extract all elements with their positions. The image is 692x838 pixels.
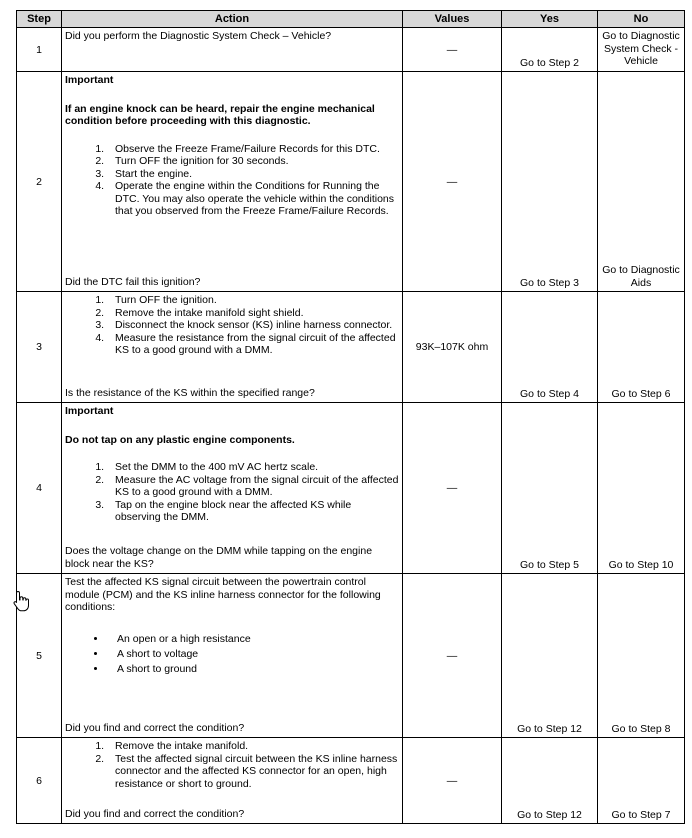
procedure-step: 4. Operate the engine within the Conditions for Running the DTC. You may also operate the vehicle within the conditions that you observed from the Freeze Frame/Failure Records. [107,180,399,218]
value-cell: — [403,738,502,824]
action-cell [62,574,403,738]
value-cell: — [403,574,502,738]
action-cell [62,403,403,574]
procedure-list [65,740,399,790]
action-intro: Test the affected KS signal circuit between the powertrain control module (PCM) and the KS inline harness connector for the following conditions: [65,576,381,613]
value-cell: — [403,403,502,574]
step-number: 1 [17,28,62,72]
procedure-list [65,461,399,524]
procedure-list [65,143,399,218]
condition-item: • An open or a high resistance [107,632,399,647]
action-question: Is the resistance of the KS within the specified range? [65,386,315,399]
header-row [17,11,685,28]
action-question: Did you find and correct the condition? [65,807,245,820]
procedure-step: 2. Test the affected signal circuit between the KS inline harness connector and the affected KS connector for an open, high resistance or short to ground. [107,753,399,791]
no-action: Go to Diagnostic Aids [598,72,685,292]
header-yes: Yes [502,11,598,28]
diagnostic-table [16,10,685,824]
no-action: Go to Step 8 [598,574,685,738]
value-cell: 93K–107K ohm [403,292,502,403]
procedure-step: 3. Start the engine. [107,168,399,181]
yes-action: Go to Step 12 [502,738,598,824]
table-row [17,292,685,403]
no-action: Go to Step 6 [598,292,685,403]
action-cell [62,738,403,824]
header-action: Action [62,11,403,28]
no-action: Go to Diagnostic System Check - Vehicle [598,28,685,72]
action-question: Did you perform the Diagnostic System Check – Vehicle? [65,30,332,42]
procedure-step: 1. Set the DMM to the 400 mV AC hertz scale. [107,461,399,474]
step-number: 2 [17,72,62,292]
condition-item: • A short to voltage [107,647,399,662]
procedure-step: 2. Remove the intake manifold sight shield. [107,307,399,320]
yes-action: Go to Step 4 [502,292,598,403]
table-row [17,72,685,292]
table-row [17,574,685,738]
table-row [17,403,685,574]
value-cell: — [403,72,502,292]
hand-cursor-icon [12,590,30,612]
no-action: Go to Step 7 [598,738,685,824]
step-number: 4 [17,403,62,574]
step-number: 5 [17,574,62,738]
action-cell [62,28,403,72]
value-cell: — [403,28,502,72]
table-row [17,28,685,72]
yes-action: Go to Step 5 [502,403,598,574]
header-no: No [598,11,685,28]
important-label: Important [65,405,114,417]
yes-action: Go to Step 12 [502,574,598,738]
action-cell [62,72,403,292]
condition-list [65,632,399,677]
procedure-step: 2. Measure the AC voltage from the signal circuit of the affected KS to a good ground with a DMM. [107,474,399,499]
important-text: If an engine knock can be heard, repair the engine mechanical condition before proceeding with this diagnostic. [65,102,375,127]
action-question: Did the DTC fail this ignition? [65,275,201,288]
procedure-step: 4. Measure the resistance from the signal circuit of the affected KS to a good ground with a DMM. [107,332,399,357]
procedure-step: 3. Disconnect the knock sensor (KS) inline harness connector. [107,319,399,332]
yes-action: Go to Step 3 [502,72,598,292]
header-values: Values [403,11,502,28]
important-label: Important [65,74,114,86]
header-step: Step [17,11,62,28]
condition-item: • A short to ground [107,662,399,677]
procedure-step: 3. Tap on the engine block near the affected KS while observing the DMM. [107,499,399,524]
important-text: Do not tap on any plastic engine components. [65,433,295,446]
procedure-step: 1. Turn OFF the ignition. [107,294,399,307]
step-number: 6 [17,738,62,824]
procedure-step: 2. Turn OFF the ignition for 30 seconds. [107,155,399,168]
step-number: 3 [17,292,62,403]
yes-action: Go to Step 2 [502,28,598,72]
procedure-step: 1. Remove the intake manifold. [107,740,399,753]
action-cell [62,292,403,403]
procedure-step: 1. Observe the Freeze Frame/Failure Records for this DTC. [107,143,399,156]
no-action: Go to Step 10 [598,403,685,574]
table-row [17,738,685,824]
procedure-list [65,294,399,357]
action-question: Did you find and correct the condition? [65,721,245,734]
action-question: Does the voltage change on the DMM while tapping on the engine block near the KS? [65,545,373,570]
